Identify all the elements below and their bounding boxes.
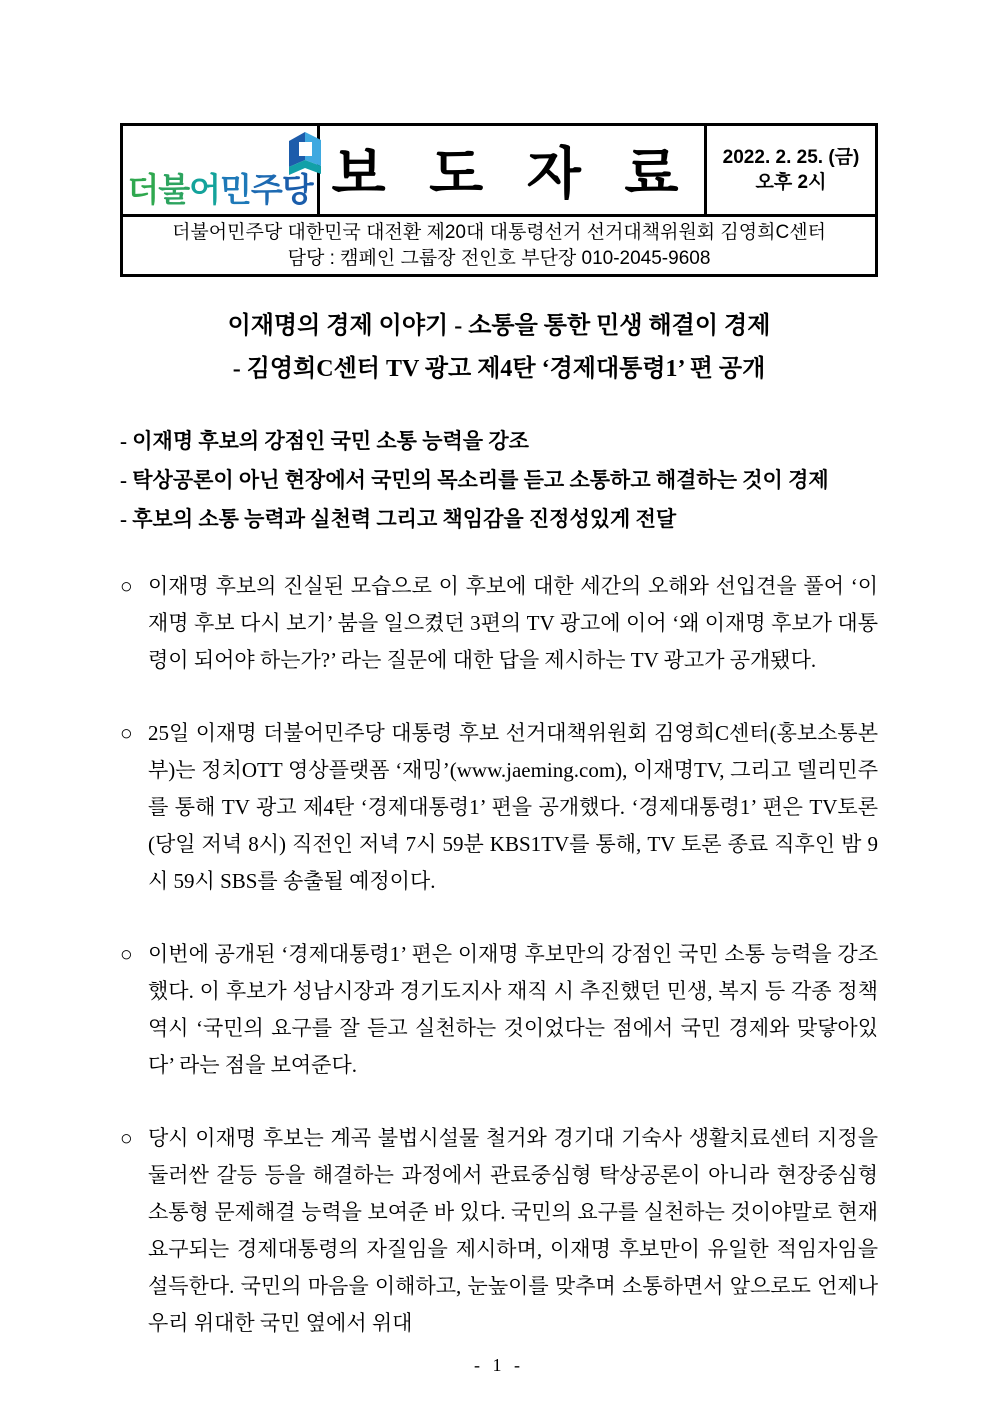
paragraph-bullet: ○ (120, 574, 133, 598)
document-title-line1: 이재명의 경제 이야기 - 소통을 통한 민생 해결이 경제 (227, 313, 771, 339)
paragraph-bullet: ○ (120, 1126, 133, 1150)
highlight-list (120, 422, 878, 539)
paragraph-bullet: ○ (120, 721, 133, 745)
release-date: 2022. 2. 25. (금) (722, 147, 860, 168)
paragraph-text: 당시 이재명 후보는 계곡 불법시설물 철거와 경기대 기숙사 생활치료센터 지정을 둘러싼 갈등 등을 해결하는 과정에서 관료중심형 탁상공론이 아니라 현장중심형 소통형 문제해결 능력을 보여준 바 있다. 국민의 요구를 실천하는 것이야말로 현재 요구되는 경제대통령의 자질임을 제시하며, 이재명 후보만이 유일한 적임자임을 설득한다. 국민의 마음을 이해하고, 눈높이를 맞추며 소통하면서 앞으로도 언제나 우리 위대한 국민 옆에서 위대 (148, 1126, 878, 1335)
highlight-item: - 탁상공론이 아닌 현장에서 국민의 목소리를 듣고 소통하고 해결하는 것이 경제 (120, 468, 829, 492)
highlight-item: - 이재명 후보의 강점인 국민 소통 능력을 강조 (120, 429, 529, 453)
body-paragraph (120, 568, 878, 679)
release-datetime (707, 126, 875, 214)
party-logo-cell (123, 126, 320, 214)
document-title-line2: - 김영희C센터 TV 광고 제4탄 ‘경제대통령1’ 편 공개 (232, 356, 766, 382)
paragraph-bullet: ○ (120, 942, 133, 966)
highlight-item: - 후보의 소통 능력과 실천력 그리고 책임감을 진정성있게 전달 (120, 507, 677, 531)
paragraph-text: 이재명 후보의 진실된 모습으로 이 후보에 대한 세간의 오해와 선입견을 풀어 ‘이재명 후보 다시 보기’ 붐을 일으켰던 3편의 TV 광고에 이어 ‘왜 이재명 후보가 대통령이 되어야 하는가?’ 라는 질문에 대한 답을 제시하는 TV 광고가 공개됐다. (148, 574, 878, 672)
body-paragraph (120, 1120, 878, 1342)
contact-line: 담당 : 캠페인 그룹장 전인호 부단장 010-2045-9608 (287, 248, 711, 269)
press-release-title: 보 도 자 료 (320, 126, 707, 214)
party-logo (127, 173, 312, 206)
party-logo-text: 더불어민주당 (127, 171, 313, 208)
page-number: - 1 - (474, 1355, 524, 1375)
body-paragraph (120, 715, 878, 900)
document-title (120, 305, 878, 391)
issuing-org-line: 더불어민주당 대한민국 대전환 제20대 대통령선거 선거대책위원회 김영희C센터 (172, 222, 826, 243)
press-header-table (120, 123, 878, 277)
release-time: 오후 2시 (755, 172, 827, 193)
body-paragraph (120, 936, 878, 1084)
paragraph-text: 25일 이재명 더불어민주당 대통령 후보 선거대책위원회 김영희C센터(홍보소통본부)는 정치OTT 영상플랫폼 ‘재밍’(www.jaeming.com), 이재명TV, 그리고 델리민주를 통해 TV 광고 제4탄 ‘경제대통령1’ 편을 공개했다. ‘경제대통령1’ 편은 TV토론(당일 저녁 8시) 직전인 저녁 7시 59분 KBS1TV를 통해, TV 토론 종료 직후인 밤 9시 59시 SBS를 송출될 예정이다. (148, 721, 878, 893)
press-header-row-top (123, 126, 875, 217)
party-flag-icon (283, 129, 327, 189)
paragraph-text: 이번에 공개된 ‘경제대통령1’ 편은 이재명 후보만의 강점인 국민 소통 능력을 강조했다. 이 후보가 성남시장과 경기도지사 재직 시 추진했던 민생, 복지 등 각종 정책 역시 ‘국민의 요구를 잘 듣고 실천하는 것이었다는 점에서 국민 경제와 맞닿아있다’ 라는 점을 보여준다. (148, 942, 878, 1077)
press-header-row-bottom (123, 217, 875, 274)
